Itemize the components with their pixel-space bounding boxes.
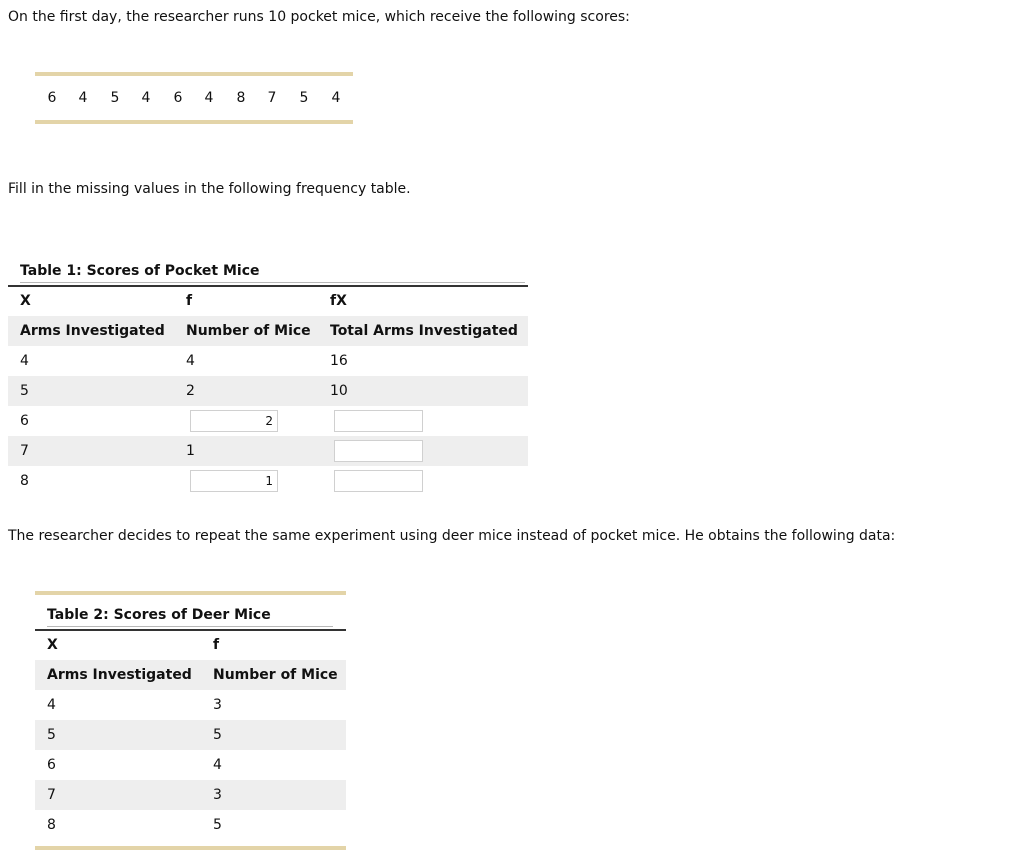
table2-top-rule xyxy=(35,591,346,595)
table1-x-cell: 4 xyxy=(20,353,29,369)
intro-text: On the first day, the researcher runs 10 pocket mice, which receive the following scores: xyxy=(8,9,630,25)
table1-x-symbol: X xyxy=(20,293,31,309)
table-row xyxy=(35,720,346,750)
table1-x-cell: 5 xyxy=(20,383,29,399)
table1-caption-rule xyxy=(20,282,525,283)
table1-f-cell: 2 xyxy=(186,383,195,399)
table2-f-label: Number of Mice xyxy=(213,667,338,683)
table1-f-symbol: f xyxy=(186,293,193,309)
table2-symbol-row xyxy=(35,630,346,660)
score-value: 7 xyxy=(267,90,277,106)
table1-fx-cell: 10 xyxy=(330,383,348,399)
table-row xyxy=(8,376,528,406)
table-row xyxy=(8,346,528,376)
table1-x-cell: 7 xyxy=(20,443,29,459)
table2-x-label: Arms Investigated xyxy=(47,667,192,683)
f-input-x6[interactable] xyxy=(190,410,278,432)
table2-f-symbol: f xyxy=(213,637,220,653)
table2-bottom-rule xyxy=(35,846,346,850)
table1-f-label: Number of Mice xyxy=(186,323,311,339)
table-row xyxy=(35,810,346,840)
table1-x-label: Arms Investigated xyxy=(20,323,165,339)
table2-f-cell: 5 xyxy=(213,817,222,833)
instruction-text: Fill in the missing values in the following frequency table. xyxy=(8,181,411,197)
table2-f-cell: 5 xyxy=(213,727,222,743)
table2-x-cell: 4 xyxy=(47,697,56,713)
score-value: 8 xyxy=(236,90,246,106)
score-value: 6 xyxy=(47,90,57,106)
table2-caption-rule xyxy=(47,626,333,627)
score-value: 4 xyxy=(78,90,88,106)
table2-f-cell: 3 xyxy=(213,697,222,713)
fx-input-x6[interactable] xyxy=(334,410,423,432)
table-row xyxy=(8,406,528,436)
scores-list xyxy=(36,89,352,107)
score-value: 4 xyxy=(204,90,214,106)
table2-f-cell: 3 xyxy=(213,787,222,803)
table-row xyxy=(8,436,528,466)
table1-f-cell: 1 xyxy=(186,443,195,459)
fx-input-x8[interactable] xyxy=(334,470,423,492)
table-row xyxy=(35,750,346,780)
score-value: 5 xyxy=(110,90,120,106)
score-value: 5 xyxy=(299,90,309,106)
table1-fx-symbol: fX xyxy=(330,293,347,309)
table2-x-cell: 5 xyxy=(47,727,56,743)
table2-x-cell: 6 xyxy=(47,757,56,773)
table-row xyxy=(8,466,528,496)
table1-fx-label: Total Arms Investigated xyxy=(330,323,518,339)
score-value: 4 xyxy=(331,90,341,106)
table2-x-cell: 8 xyxy=(47,817,56,833)
table1-x-cell: 6 xyxy=(20,413,29,429)
repeat-text: The researcher decides to repeat the same experiment using deer mice instead of pocket mice. He obtains the following data: xyxy=(8,528,896,544)
scores-bottom-rule xyxy=(35,120,353,124)
table2-x-cell: 7 xyxy=(47,787,56,803)
table1-fx-cell: 16 xyxy=(330,353,348,369)
table-row xyxy=(35,780,346,810)
table2-x-symbol: X xyxy=(47,637,58,653)
score-value: 4 xyxy=(141,90,151,106)
table2-label-row xyxy=(35,660,346,690)
table2-caption: Table 2: Scores of Deer Mice xyxy=(47,607,271,623)
table-row xyxy=(35,690,346,720)
table1-symbol-row xyxy=(8,286,528,316)
table1-label-row xyxy=(8,316,528,346)
table2-f-cell: 4 xyxy=(213,757,222,773)
table-pocket-mice xyxy=(8,262,528,494)
f-input-x8[interactable] xyxy=(190,470,278,492)
table1-caption: Table 1: Scores of Pocket Mice xyxy=(20,263,260,279)
table-deer-mice xyxy=(35,605,346,839)
score-value: 6 xyxy=(173,90,183,106)
scores-top-rule xyxy=(35,72,353,76)
fx-input-x7[interactable] xyxy=(334,440,423,462)
table1-f-cell: 4 xyxy=(186,353,195,369)
table1-x-cell: 8 xyxy=(20,473,29,489)
